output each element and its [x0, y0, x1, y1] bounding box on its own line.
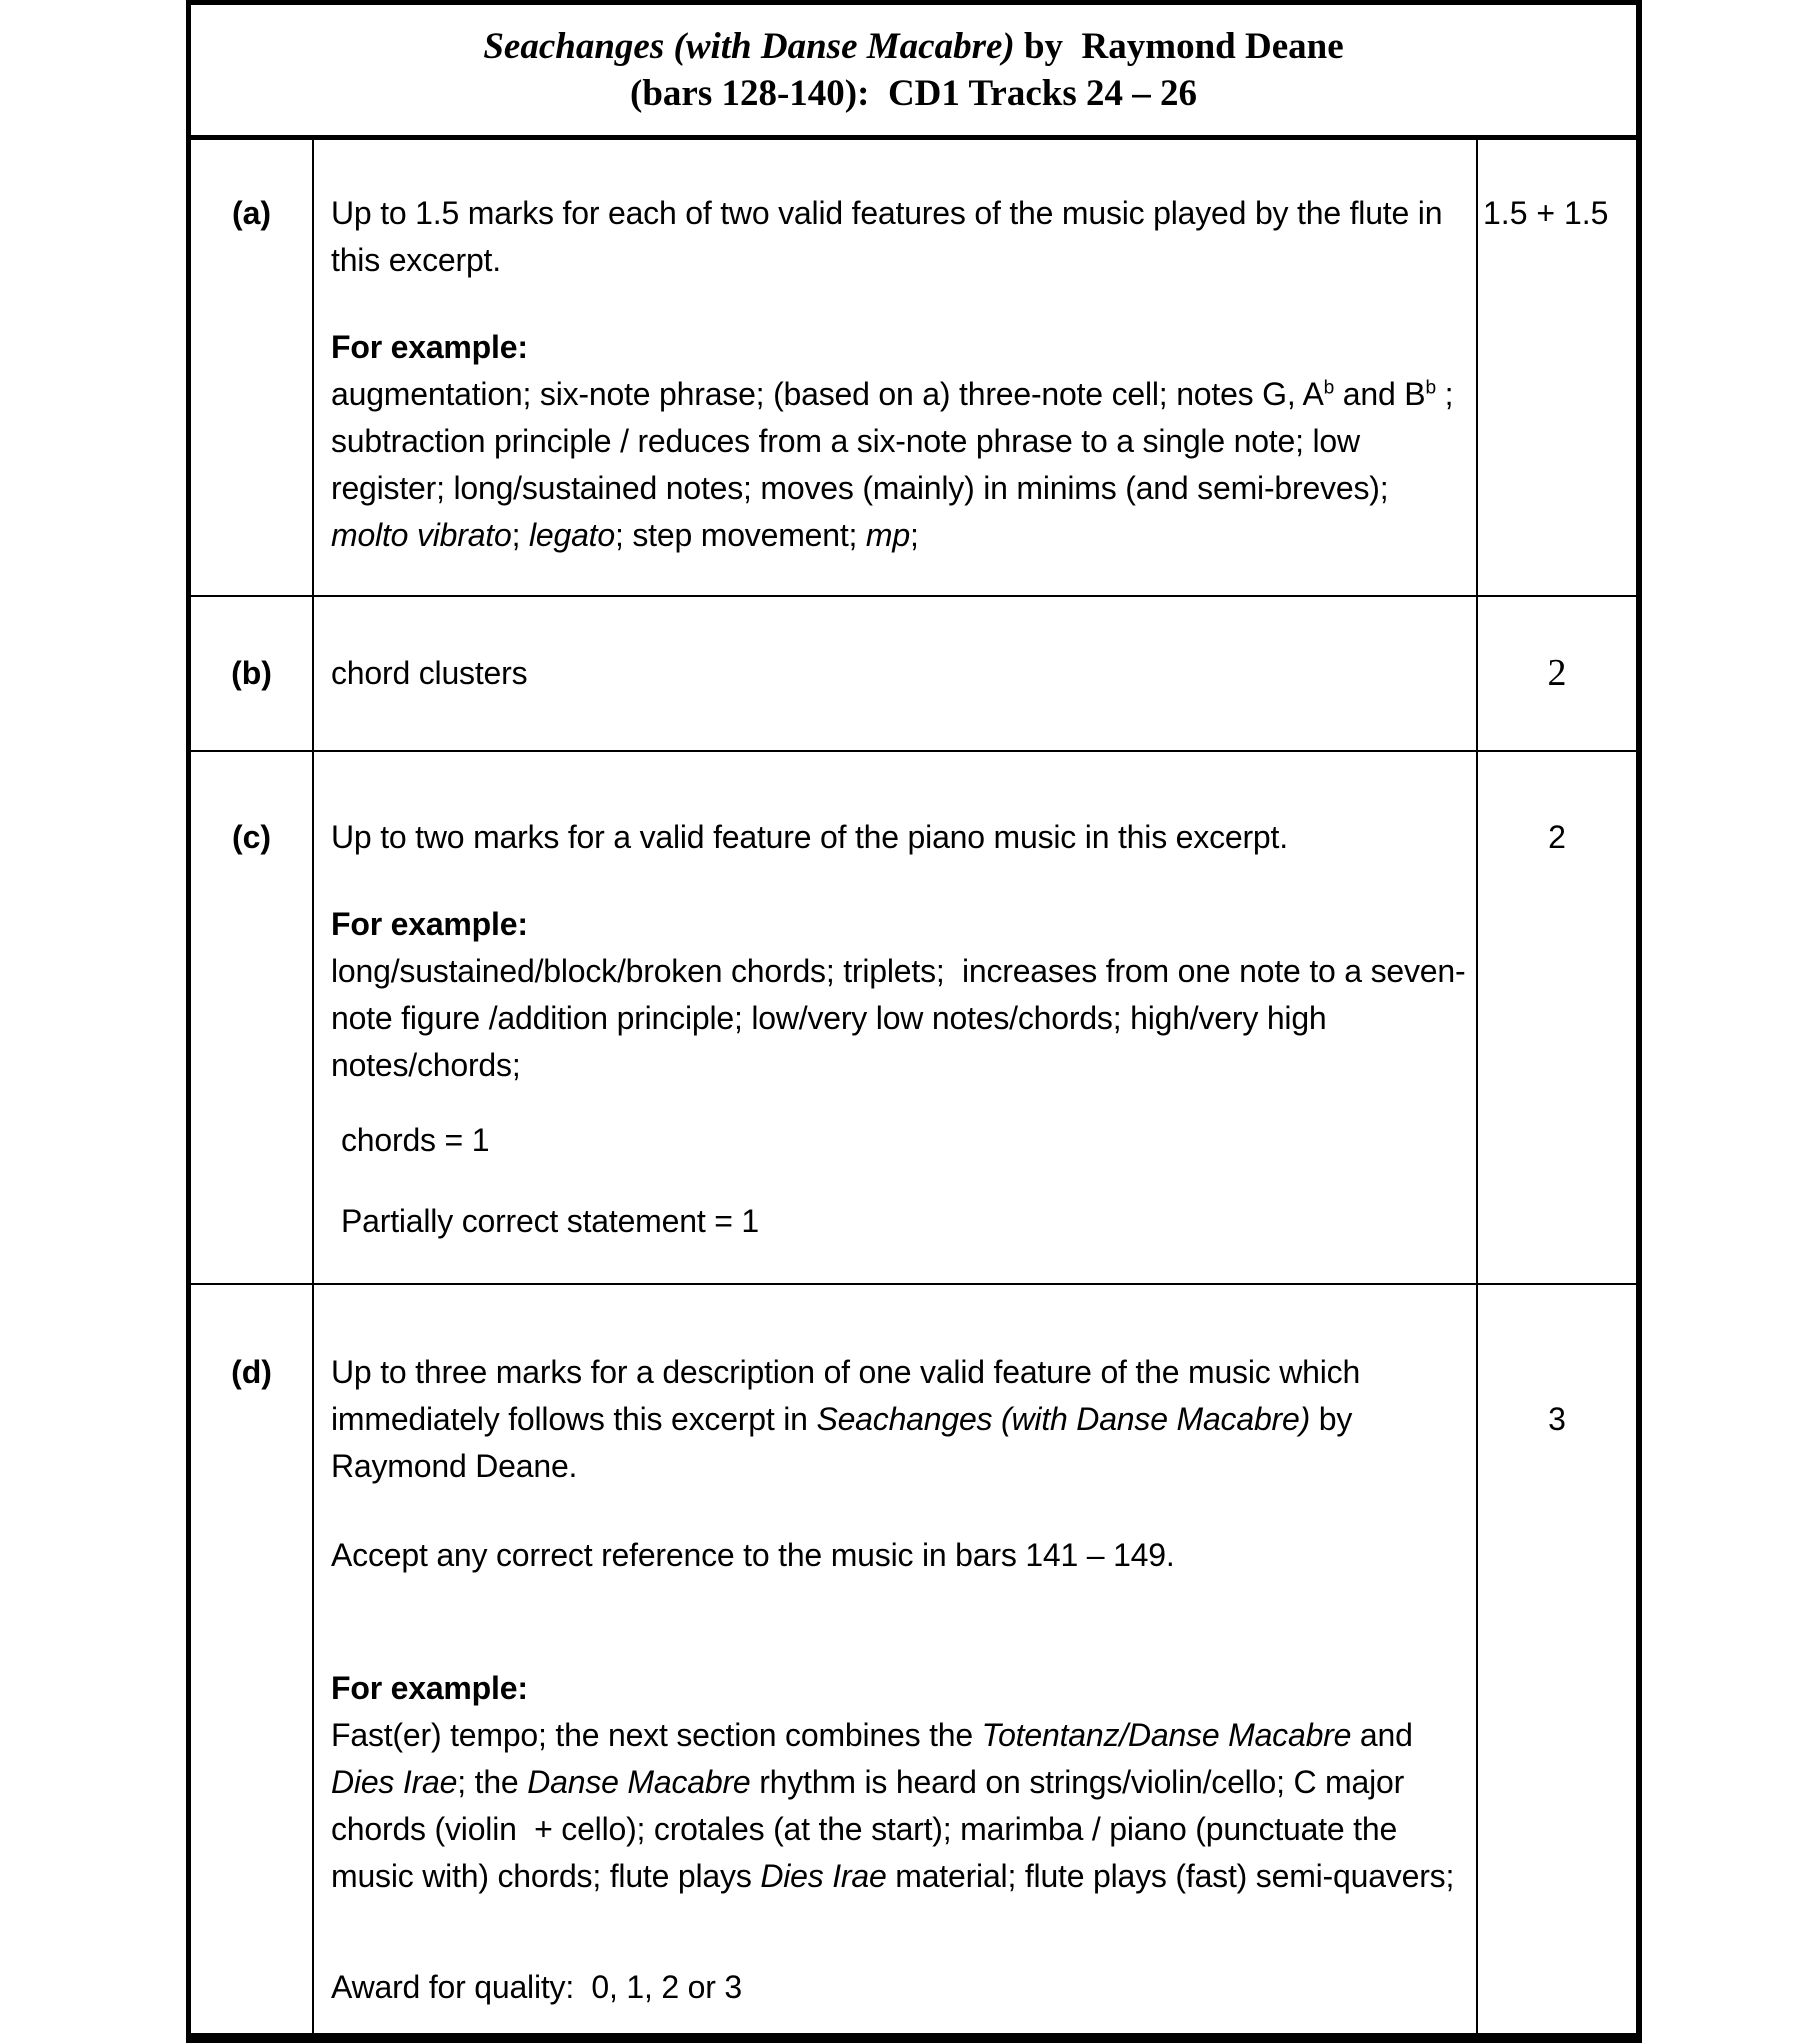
- row-c-question: Up to two marks for a valid feature of the piano music in this excerpt.: [331, 819, 1288, 855]
- table-header: [191, 5, 1636, 140]
- row-d-accept-note: Accept any correct reference to the music in bars 141 – 149.: [331, 1537, 1175, 1573]
- row-a: [191, 140, 1636, 597]
- row-d-question: Up to three marks for a description of one valid feature of the music which immediately follows this excerpt in Seachanges (with Danse Macabre) by Raymond Deane.: [331, 1354, 1369, 1484]
- row-a-question: Up to 1.5 marks for each of two valid features of the music played by the flute in this excerpt.: [331, 195, 1451, 278]
- row-c-example-text: long/sustained/block/broken chords; triplets; increases from one note to a seven-note figure /addition principle; low/very low notes/chords; high/very high notes/chords;: [331, 953, 1466, 1083]
- row-d: [191, 1285, 1636, 2033]
- row-d-content: [314, 1285, 1478, 2033]
- row-c: [191, 752, 1636, 1285]
- row-c-marks: 2: [1548, 819, 1566, 855]
- row-d-label: (d): [191, 1285, 314, 2033]
- row-a-example-text: augmentation; six-note phrase; (based on a) three-note cell; notes G, $A^b$ and $B^b$ ; subtraction principle / reduces from a six-note phrase to a single note; low register; long/sustained notes; moves (mainly) in minims (and semi-breves); molto vibrato; legato; step movement; mp;: [331, 376, 1463, 553]
- marking-scheme-table: [186, 0, 1642, 2043]
- row-b-label: (b): [191, 597, 314, 750]
- work-subtitle: (bars 128-140): CD1 Tracks 24 – 26: [630, 73, 1197, 114]
- row-d-marks: 3: [1548, 1401, 1566, 1437]
- row-a-marks: 1.5 + 1.5: [1483, 195, 1609, 231]
- row-a-example-block: [331, 324, 1468, 559]
- row-b-answer: chord clusters: [331, 655, 528, 691]
- row-c-note-partial: Partially correct statement = 1: [341, 1203, 759, 1239]
- row-b-marks: 2: [1547, 652, 1567, 694]
- row-a-label: (a): [191, 140, 314, 595]
- for-example-label: For example:: [331, 906, 528, 942]
- work-title: Seachanges (with Danse Macabre) by Raymond Deane: [483, 26, 1344, 67]
- row-a-content: [314, 140, 1478, 595]
- row-c-note-chords: chords = 1: [341, 1122, 490, 1158]
- row-b-content: [314, 597, 1478, 750]
- row-d-example-block: [331, 1665, 1468, 1900]
- row-d-example-text: Fast(er) tempo; the next section combines the Totentanz/Danse Macabre and Dies Irae; the Danse Macabre rhythm is heard on strings/violin/cello; C major chords (violin + cello); crotales (at the start); marimba / piano (punctuate the music with) chords; flute plays Dies Irae material; flute plays (fast) semi-quavers;: [331, 1717, 1455, 1894]
- for-example-label: For example:: [331, 1670, 528, 1706]
- row-c-label: (c): [191, 752, 314, 1283]
- for-example-label: For example:: [331, 329, 528, 365]
- row-b: [191, 597, 1636, 752]
- row-c-content: [314, 752, 1478, 1283]
- row-c-example-block: [331, 901, 1468, 1089]
- row-d-award-note: Award for quality: 0, 1, 2 or 3: [331, 1969, 743, 2005]
